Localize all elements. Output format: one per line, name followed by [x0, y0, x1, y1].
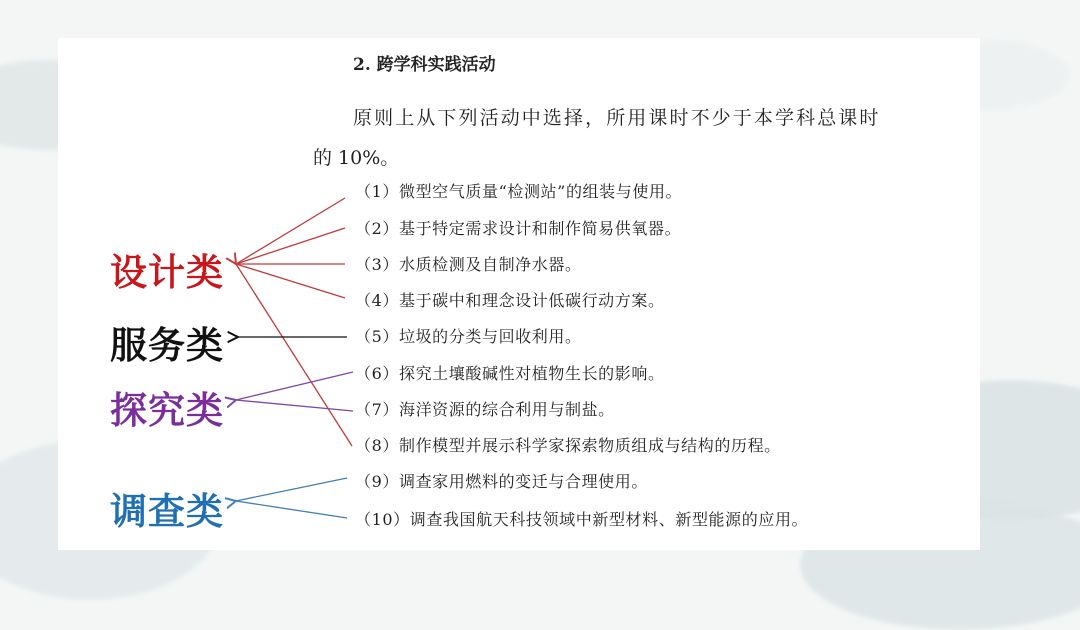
category-service: 服务类	[110, 324, 224, 367]
activity-item-7: （7）海洋资源的综合利用与制盐。	[355, 400, 615, 419]
connector-survey-10	[236, 501, 347, 518]
connector-design-4	[236, 264, 345, 298]
activity-item-4: （4）基于碳中和理念设计低碳行动方案。	[355, 291, 665, 310]
intro-line-2: 的 10%。	[313, 147, 400, 169]
category-inquiry: 探究类	[110, 389, 224, 432]
connector-design-2	[236, 228, 345, 264]
intro-line-1: 原则上从下列活动中选择，所用课时不少于本学科总课时	[353, 107, 881, 129]
connector-inquiry-7	[236, 400, 353, 411]
activity-item-9: （9）调查家用燃料的变迁与合理使用。	[355, 472, 648, 491]
connector-survey-9	[236, 478, 347, 501]
activity-item-5: （5）垃圾的分类与回收利用。	[355, 327, 582, 346]
activity-item-2: （2）基于特定需求设计和制作简易供氧器。	[355, 219, 682, 238]
connector-design-8	[236, 264, 352, 446]
activity-item-8: （8）制作模型并展示科学家探索物质组成与结构的历程。	[355, 436, 781, 455]
connector-inquiry-6	[236, 372, 353, 400]
activity-item-1: （1）微型空气质量“检测站”的组装与使用。	[355, 182, 683, 201]
connector-design-1	[236, 198, 345, 264]
category-survey: 调查类	[110, 490, 224, 533]
category-design: 设计类	[110, 251, 224, 294]
section-heading: 2. 跨学科实践活动	[353, 55, 496, 75]
activity-item-10: （10）调查我国航天科技领域中新型材料、新型能源的应用。	[355, 510, 809, 529]
activity-item-3: （3）水质检测及自制净水器。	[355, 255, 582, 274]
activity-item-6: （6）探究土壤酸碱性对植物生长的影响。	[355, 364, 665, 383]
